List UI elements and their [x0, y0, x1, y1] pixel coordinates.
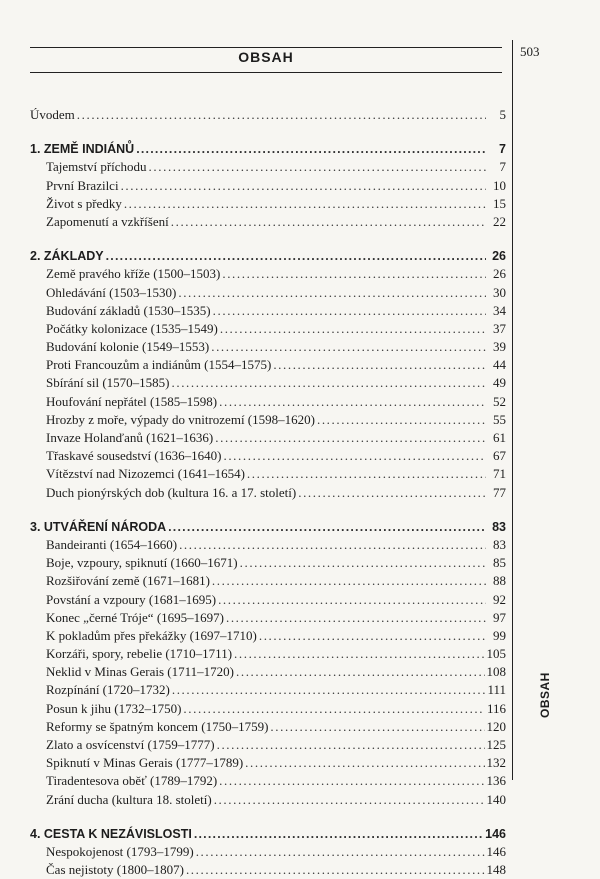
toc-subentry[interactable]	[30, 591, 506, 609]
toc-entry-page: 10	[493, 177, 506, 193]
toc-chapter-entry[interactable]	[30, 518, 506, 536]
toc-entry-title: Konec „černé Tróje“ (1695–1697)	[46, 609, 224, 625]
toc-subentry[interactable]	[30, 177, 506, 195]
toc-entry-title: Invaze Holanďanů (1621–1636)	[46, 430, 214, 445]
toc-subentry[interactable]	[30, 447, 506, 465]
toc-subentry[interactable]	[30, 609, 506, 627]
toc-entry-page: 83	[492, 519, 506, 534]
toc-entry-page: 34	[493, 302, 506, 318]
toc-entry-page: 37	[493, 320, 506, 336]
dot-leader	[222, 265, 486, 283]
dot-leader	[106, 247, 486, 265]
toc-entry-title: Rozšiřování země (1671–1681)	[46, 573, 210, 589]
toc-entry-page: 108	[486, 664, 506, 680]
toc-entry-title: Život s předky	[46, 195, 122, 211]
top-rule	[30, 47, 502, 48]
dot-leader	[273, 356, 486, 374]
toc-entry-page: 44	[493, 357, 506, 373]
toc-subentry[interactable]	[30, 411, 506, 429]
toc-entry-title: Houfování nepřátel (1585–1598)	[46, 393, 218, 409]
toc-entry-title: Budování kolonie (1549–1553)	[46, 339, 210, 355]
toc-subentry[interactable]	[30, 627, 506, 645]
toc-entry-page: 136	[486, 773, 506, 789]
toc-entry-page: 111	[487, 682, 506, 698]
toc-intro-entry[interactable]	[30, 106, 506, 124]
toc-entry-title: Tiradentesova oběť (1789–1792)	[46, 773, 218, 789]
toc-entry-page: 125	[486, 737, 506, 752]
toc-entry-title: Počátky kolonizace (1535–1549)	[46, 320, 218, 336]
toc-subentry[interactable]	[30, 284, 506, 302]
toc-subentry[interactable]	[30, 465, 506, 483]
toc-subentry[interactable]	[30, 718, 506, 736]
toc-entry-page: 146	[485, 826, 506, 841]
toc-subentry[interactable]	[30, 393, 506, 411]
toc-entry-page: 105	[486, 646, 506, 662]
toc-entry-page: 88	[493, 573, 506, 589]
toc-subentry[interactable]	[30, 338, 506, 356]
table-of-contents	[30, 106, 506, 879]
toc-subentry[interactable]	[30, 700, 506, 718]
toc-entry-page: 26	[492, 249, 506, 264]
toc-entry-title: Povstání a vzpoury (1681–1695)	[46, 591, 217, 607]
toc-subentry[interactable]	[30, 265, 506, 283]
dot-leader	[214, 791, 485, 809]
dot-leader	[124, 195, 486, 213]
dot-leader	[194, 825, 483, 843]
side-tab-label: OBSAH	[538, 672, 552, 718]
toc-subentry[interactable]	[30, 572, 506, 590]
toc-entry-title: Tajemství příchodu	[46, 159, 147, 175]
toc-entry-title: Duch pionýrských dob (kultura 16. a 17. století)	[46, 484, 297, 500]
toc-entry-title: Čas nejistoty (1800–1807)	[46, 862, 184, 878]
toc-entry-title: První Brazilci	[46, 177, 119, 193]
dot-leader	[218, 591, 486, 609]
dot-leader	[234, 645, 484, 663]
dot-leader	[77, 106, 486, 124]
toc-subentry[interactable]	[30, 645, 506, 663]
page-title: OBSAH	[238, 49, 294, 65]
dot-leader	[215, 429, 486, 447]
toc-entry-title: Nespokojenost (1793–1799)	[46, 843, 194, 859]
dot-leader	[136, 140, 486, 158]
toc-entry-title: Ohledávání (1503–1530)	[46, 284, 177, 300]
dot-leader	[240, 554, 486, 572]
toc-entry-page: 49	[493, 375, 506, 391]
dot-leader	[270, 718, 484, 736]
dot-leader	[178, 284, 486, 302]
toc-subentry[interactable]	[30, 681, 506, 699]
toc-entry-page: 92	[493, 591, 506, 607]
toc-entry-page: 30	[493, 284, 506, 300]
dot-leader	[172, 681, 486, 699]
toc-subentry[interactable]	[30, 861, 506, 879]
toc-subentry[interactable]	[30, 356, 506, 374]
dot-leader	[298, 484, 486, 502]
toc-chapter-entry[interactable]	[30, 140, 506, 158]
toc-entry-title: Spiknutí v Minas Gerais (1777–1789)	[46, 755, 244, 771]
toc-entry-title: Třaskavé sousedství (1636–1640)	[46, 448, 222, 464]
section-gap	[30, 124, 506, 140]
toc-entry-page: 132	[486, 755, 506, 771]
toc-entry-title: Korzáři, spory, rebelie (1710–1711)	[46, 646, 233, 662]
toc-entry-title: Bandeiranti (1654–1660)	[46, 536, 178, 552]
toc-subentry[interactable]	[30, 843, 506, 861]
toc-subentry[interactable]	[30, 754, 506, 772]
toc-entry-title: Země pravého kříže (1500–1503)	[46, 266, 221, 282]
toc-entry-page: 99	[493, 627, 506, 643]
toc-entry-page: 146	[486, 843, 506, 859]
toc-entry-title: Neklid v Minas Gerais (1711–1720)	[46, 664, 234, 680]
toc-entry-title: 1. ZEMĚ INDIÁNŮ	[30, 142, 135, 157]
toc-entry-title: Proti Francouzům a indiánům (1554–1575)	[46, 357, 272, 373]
dot-leader	[223, 447, 486, 465]
toc-entry-page: 97	[493, 609, 506, 625]
toc-subentry[interactable]	[30, 554, 506, 572]
toc-chapter-entry[interactable]	[30, 825, 506, 843]
toc-subentry[interactable]	[30, 374, 506, 392]
toc-entry-title: 4. CESTA K NEZÁVISLOSTI	[30, 826, 192, 841]
toc-entry-page: 116	[486, 700, 506, 716]
toc-entry-page: 52	[493, 393, 506, 409]
dot-leader	[172, 374, 487, 392]
toc-chapter-entry[interactable]	[30, 247, 506, 265]
toc-entry-title: Úvodem	[30, 107, 75, 122]
dot-leader	[149, 158, 486, 176]
toc-entry-title: K pokladům přes překážky (1697–1710)	[46, 627, 257, 643]
toc-entry-title: Zapomenutí a vzkříšení	[46, 213, 169, 229]
toc-entry-page: 55	[493, 411, 506, 427]
toc-entry-page: 67	[493, 448, 506, 464]
section-gap	[30, 809, 506, 825]
toc-entry-title: 3. UTVÁŘENÍ NÁRODA	[30, 519, 167, 534]
toc-entry-title: 2. ZÁKLADY	[30, 249, 104, 264]
toc-entry-page: 61	[493, 430, 506, 445]
title-underline	[30, 72, 502, 73]
dot-leader	[121, 177, 486, 195]
dot-leader	[179, 536, 486, 554]
toc-entry-page: 15	[493, 195, 506, 211]
dot-leader	[317, 411, 486, 429]
toc-entry-page: 85	[493, 555, 506, 571]
toc-entry-title: Sbírání sil (1570–1585)	[46, 375, 170, 391]
toc-subentry[interactable]	[30, 772, 506, 790]
toc-subentry[interactable]	[30, 158, 506, 176]
toc-entry-title: Posun k jihu (1732–1750)	[46, 700, 182, 716]
toc-entry-title: Hrozby z moře, výpady do vnitrozemí (1598–1620)	[46, 411, 315, 427]
section-gap	[30, 231, 506, 247]
margin-rule	[512, 40, 513, 780]
dot-leader	[226, 609, 486, 627]
toc-entry-page: 22	[493, 213, 506, 229]
dot-leader	[196, 843, 485, 861]
toc-entry-page: 71	[493, 466, 506, 482]
toc-subentry[interactable]	[30, 320, 506, 338]
dot-leader	[212, 572, 486, 590]
toc-subentry[interactable]	[30, 195, 506, 213]
toc-subentry[interactable]	[30, 791, 506, 809]
toc-entry-title: Boje, vzpoury, spiknutí (1660–1671)	[46, 555, 238, 571]
toc-entry-title: Budování základů (1530–1535)	[46, 302, 211, 318]
dot-leader	[236, 663, 485, 681]
toc-subentry[interactable]	[30, 429, 506, 447]
toc-entry-page: 39	[493, 339, 506, 355]
toc-entry-page: 5	[499, 107, 506, 122]
dot-leader	[245, 754, 484, 772]
toc-entry-page: 7	[499, 159, 506, 175]
dot-leader	[186, 861, 485, 879]
dot-leader	[168, 518, 486, 536]
toc-entry-page: 148	[486, 862, 506, 878]
dot-leader	[217, 736, 485, 754]
page-number: 503	[520, 44, 540, 59]
toc-subentry[interactable]	[30, 484, 506, 502]
toc-subentry[interactable]	[30, 736, 506, 754]
dot-leader	[213, 302, 486, 320]
toc-entry-page: 7	[499, 142, 506, 157]
toc-subentry[interactable]	[30, 213, 506, 231]
toc-entry-page: 83	[493, 536, 506, 552]
toc-entry-title: Vítězství nad Nizozemci (1641–1654)	[46, 466, 245, 482]
toc-entry-page: 77	[493, 484, 506, 500]
dot-leader	[219, 393, 486, 411]
toc-entry-title: Zlato a osvícenství (1759–1777)	[46, 737, 215, 752]
toc-subentry[interactable]	[30, 536, 506, 554]
toc-entry-title: Reformy se špatným koncem (1750–1759)	[46, 718, 269, 734]
dot-leader	[219, 772, 484, 790]
toc-entry-page: 120	[486, 718, 506, 734]
toc-entry-title: Rozpínání (1720–1732)	[46, 682, 170, 698]
dot-leader	[171, 213, 486, 231]
dot-leader	[247, 465, 486, 483]
toc-subentry[interactable]	[30, 663, 506, 681]
section-gap	[30, 502, 506, 518]
dot-leader	[220, 320, 486, 338]
dot-leader	[211, 338, 486, 356]
dot-leader	[259, 627, 486, 645]
toc-entry-title: Zrání ducha (kultura 18. století)	[46, 791, 212, 807]
toc-entry-page: 140	[486, 791, 506, 807]
dot-leader	[183, 700, 485, 718]
toc-entry-page: 26	[493, 266, 506, 282]
toc-subentry[interactable]	[30, 302, 506, 320]
